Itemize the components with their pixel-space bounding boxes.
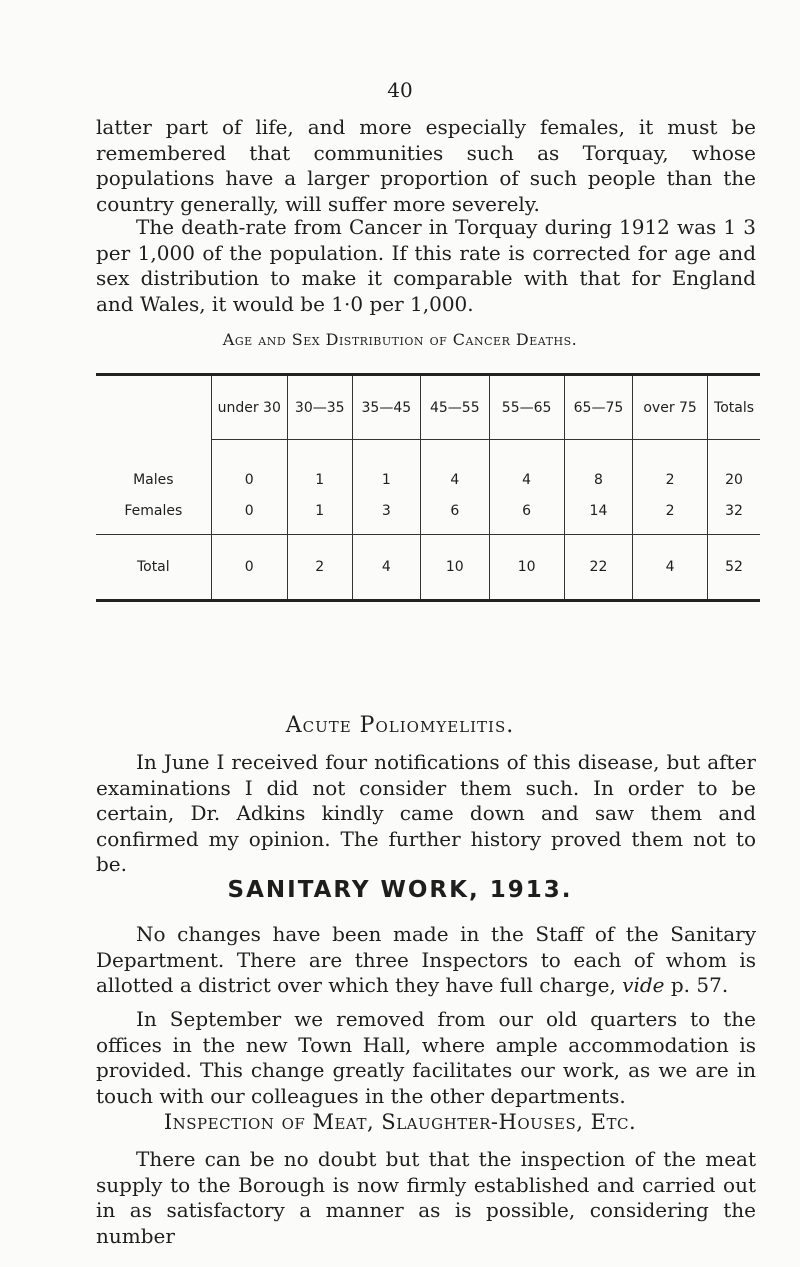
paragraph-cancer-intro: latter part of life, and more especially females, it must be remembered that communities such as Torquay, whose populations have a larger proportion of such people than the country generally, will suffer more severely.	[96, 115, 756, 216]
vide-text: vide	[622, 973, 665, 997]
table-cell: 6	[421, 488, 489, 535]
sanitary-heading: SANITARY WORK, 1913.	[227, 877, 573, 903]
polio-heading: Acute Poliomyelitis.	[285, 713, 515, 738]
row-label: Males	[133, 472, 174, 488]
table-cell: 0	[211, 535, 287, 601]
paragraph-town-hall: In September we removed from our old quarters to the offices in the new Town Hall, where ample accommodation is provided. This change greatly facilitates our work, as we are in touch with our colleagues in the other departments.	[96, 1007, 756, 1108]
column-header: Totals	[708, 375, 760, 440]
table-cell: 14	[564, 488, 632, 535]
table-row	[96, 535, 760, 601]
table-cell: 10	[489, 535, 564, 601]
table-cell: 6	[489, 488, 564, 535]
meat-heading: Inspection of Meat, Slaughter-Houses, Etc.	[163, 1110, 637, 1134]
row-label: Females	[124, 503, 183, 519]
paragraph-death-rate: The death-rate from Cancer in Torquay during 1912 was 1 3 per 1,000 of the population. If this rate is corrected for age and sex distribution to make it comparable with that for England and Wales, it would be 1·0 per 1,000.	[96, 215, 756, 316]
paragraph-polio: In June I received four notifications of this disease, but after examinations I did not consider them such. In order to be certain, Dr. Adkins kindly came down and saw them and confirmed my opinion. The further history proved them not to be.	[96, 750, 756, 876]
table-cell: 0	[211, 488, 287, 535]
table-cell: 2	[633, 488, 708, 535]
table-cell: 4	[633, 535, 708, 601]
column-header: under 30	[211, 375, 287, 440]
column-header: 65—75	[564, 375, 632, 440]
table-cell: 4	[489, 440, 564, 489]
paragraph-meat: There can be no doubt but that the inspection of the meat supply to the Borough is now firmly established and carried out in as satisfactory a manner as is possible, considering the number	[96, 1147, 756, 1248]
table-cell: 2	[633, 440, 708, 489]
corner-cell	[96, 375, 211, 440]
column-header: 30—35	[287, 375, 352, 440]
page-reference: p. 57.	[670, 973, 729, 997]
paragraph-sanitary-staff	[96, 922, 756, 999]
table-cell: 3	[352, 488, 420, 535]
sanitary-text: No changes have been made in the Staff of the Sanitary Department. There are three Inspectors to each of whom is allotted a district over which they have full charge,	[96, 922, 756, 997]
cancer-deaths-table	[96, 373, 760, 602]
column-header: over 75	[633, 375, 708, 440]
table-cell: 4	[421, 440, 489, 489]
column-header: 45—55	[421, 375, 489, 440]
table-cell: 8	[564, 440, 632, 489]
column-header: 55—65	[489, 375, 564, 440]
table-cell: 4	[352, 535, 420, 601]
row-label: Total	[96, 535, 211, 601]
table-title: Age and Sex Distribution of Cancer Deaths.	[222, 330, 578, 349]
table-cell: 32	[708, 488, 760, 535]
table-cell: 1	[352, 440, 420, 489]
page-number: 40	[387, 78, 413, 102]
table-cell: 1	[287, 440, 352, 489]
table-row	[96, 440, 760, 489]
table-cell: 0	[211, 440, 287, 489]
table-row	[96, 488, 760, 535]
table-cell: 22	[564, 535, 632, 601]
table-cell: 2	[287, 535, 352, 601]
table-cell: 20	[708, 440, 760, 489]
table-cell: 52	[708, 535, 760, 601]
table-cell: 1	[287, 488, 352, 535]
table-cell: 10	[421, 535, 489, 601]
column-header: 35—45	[352, 375, 420, 440]
